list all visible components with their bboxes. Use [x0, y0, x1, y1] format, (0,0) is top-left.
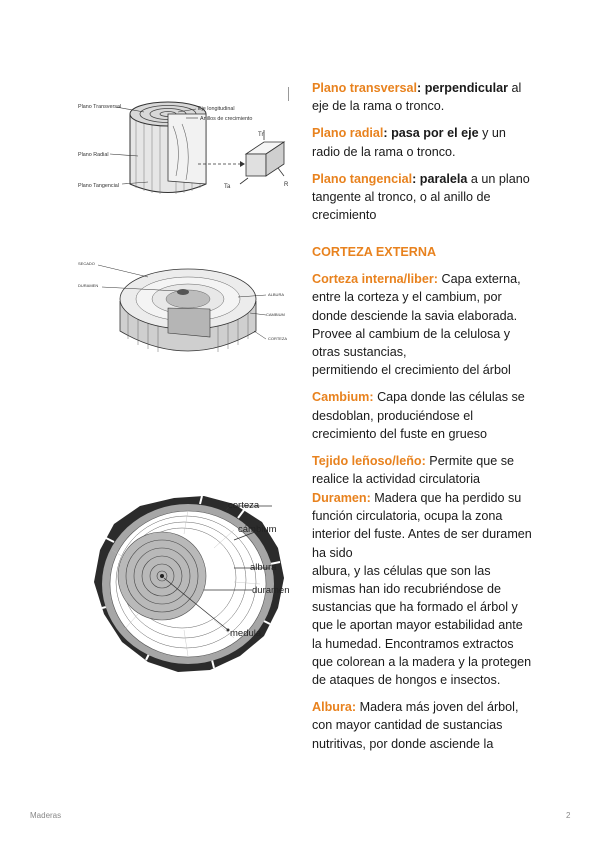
page-number: 2 [566, 811, 571, 820]
label-duramen-top: DURAMEN [78, 283, 99, 288]
label-r: R [284, 182, 289, 188]
label-plano-radial: Plano Radial [78, 152, 109, 158]
label-tr: Tr [258, 132, 264, 138]
planes-figure [78, 86, 298, 206]
label-cambium-cross: cámbium [238, 524, 277, 535]
trunk-figure [78, 253, 293, 378]
paragraph-plano-tangencial: Plano tangencial: paralela a un plano tangente al tronco, o al anillo de crecimiento [312, 171, 530, 223]
planes-text [312, 79, 534, 233]
label-plano-transversal: Plano Transversal [78, 104, 122, 110]
label-anillos: Anillos de crecimiento [200, 116, 253, 122]
duramen-text [312, 489, 534, 762]
paragraph-tejido-lenoso: Tejido leñoso/leño: Permite que se realice la actividad circulatoria [312, 454, 515, 487]
label-albura-cross: albura [250, 562, 277, 573]
divider-mark [288, 87, 289, 101]
label-secado: SECADO [78, 261, 95, 266]
label-ta: Ta [224, 184, 231, 190]
paragraph-plano-transversal: Plano transversal: perpendicular al eje de la rama o tronco. [312, 81, 522, 114]
paragraph-cambium: Cambium: Capa donde las células se desdoblan, produciéndose el crecimiento del fuste en grueso [312, 390, 525, 441]
footer-title: Maderas [30, 811, 62, 820]
label-corteza-cross: corteza [228, 500, 260, 511]
label-duramen-cross: duramen [252, 585, 290, 596]
paragraph-plano-radial: Plano radial: pasa por el eje y un radio de la rama o tronco. [312, 126, 506, 159]
label-plano-tangencial: Plano Tangencial [78, 183, 119, 189]
section-heading: CORTEZA EXTERNA [312, 245, 437, 259]
paragraph-duramen: Duramen: Madera que ha perdido su función circulatoria, ocupa la zona interior del fuste. Antes de ser duramen ha sido albura, y las células que son las mismas han ido recubriéndose de sustancias que ha formado el árbol y que le aportan mayor estabilidad ante la humedad. Encontramos extractos que colorean a la madera y la protegen de ataques de hongos e insectos. [312, 491, 532, 688]
label-corteza-top: CORTEZA [268, 336, 288, 341]
label-albura-top: ALBURA [268, 292, 285, 297]
corteza-text [312, 243, 534, 497]
label-medula-cross: medula [230, 628, 262, 639]
paragraph-albura: Albura: Madera más joven del árbol, con mayor cantidad de sustancias nutritivas, por donde asciende la [312, 700, 519, 751]
label-eje-longitudinal: Eje longitudinal [198, 106, 235, 112]
paragraph-corteza-interna: Corteza interna/liber: Capa externa, entre la corteza y el cambium, por donde desciende la savia elaborada. Provee al cambium de la celulosa y otras sustancias, permitiendo el crecimiento del árbol [312, 272, 521, 378]
label-cambium-top: CAMBIUM [266, 312, 285, 317]
